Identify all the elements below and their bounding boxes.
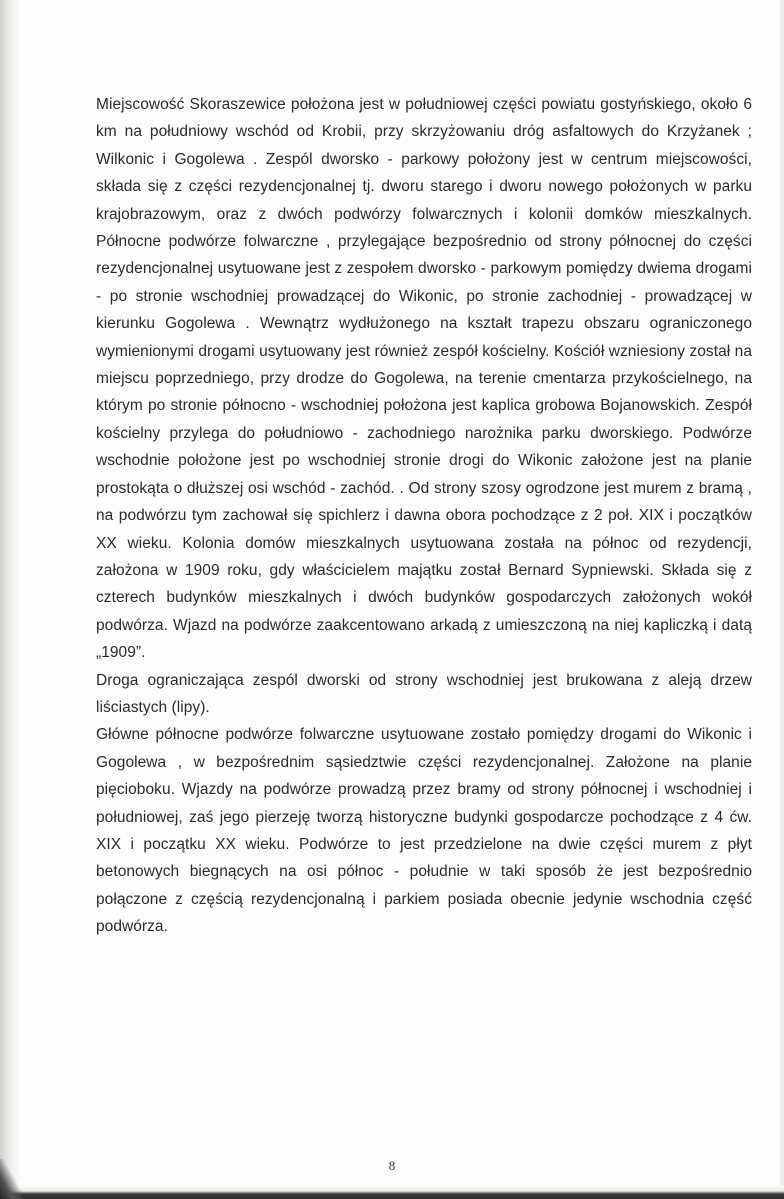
paragraph-3: Główne północne podwórze folwarczne usytuowane zostało pomiędzy drogami do Wikonic i Gogolewa , w bezpośrednim sąsiedztwie części rezydencjonalnej. Założone na planie pięcioboku. Wjazdy na podwórze prowadzą przez bramy od strony północnej i wschodniej i południowej, zaś jego pierzeję tworzą historyczne budynki gospodarcze pochodzące z 4 ćw. XIX i początku XX wieku. Podwórze to jest przedzielone na dwie części murem z płyt betonowych biegnących na osi północ - południe w taki sposób że jest bezpośrednio połączone z częścią rezydencjonalną i parkiem posiada obecnie jedynie wschodnia część podwórza.: [96, 726, 752, 936]
page-corner-shadow: [0, 1159, 22, 1199]
body-text: [96, 91, 752, 941]
page-right-edge: [780, 0, 784, 1199]
page-number: 8: [388, 1158, 396, 1173]
page-binding-shadow: [0, 0, 20, 1199]
paragraph-1: Miejscowość Skoraszewice położona jest w południowej części powiatu gostyńskiego, około 6 km na południowy wschód od Krobii, przy skrzyżowaniu dróg asfaltowych do Krzyżanek ; Wilkonic i Gogolewa . Zespól dworsko - parkowy położony jest w centrum miejscowości, składa się z części rezydencjonalnej tj. dworu starego i dworu nowego położonych w parku krajobrazowym, oraz z dwóch podwórzy folwarcznych i kolonii domków mieszkalnych. Północne podwórze folwarczne , przylegające bezpośrednio od strony północnej do części rezydencjonalnej usytuowane jest z zespołem dworsko - parkowym pomiędzy dwiema drogami - po stronie wschodniej prowadzącej do Wikonic, po stronie zachodniej - prowadzącej w kierunku Gogolewa . Wewnątrz wydłużonego na kształt trapezu obszaru ograniczonego wymienionymi drogami usytuowany jest również zespół kościelny. Kościół wzniesiony został na miejscu poprzedniego, przy drodze do Gogolewa, na terenie cmentarza przykościelnego, na którym po stronie północno - wschodniej położona jest kaplica grobowa Bojanowskich. Zespół kościelny przylega do południowo - zachodniego narożnika parku dworskiego. Podwórze wschodnie położone jest po wschodniej stronie drogi do Wikonic założone jest na planie prostokąta o dłuższej osi wschód - zachód. . Od strony szosy ogrodzone jest murem z bramą , na podwórzu tym zachował się spichlerz i dawna obora pochodzące z 2 poł. XIX i początków XX wieku. Kolonia domów mieszkalnych usytuowana została na północ od rezydencji, założona w 1909 roku, gdy właścicielem majątku został Bernard Sypniewski. Składa się z czterech budynków mieszkalnych i dwóch budynków gospodarczych założonych wokół podwórza. Wjazd na podwórze zaakcentowano arkadą z umieszczoną na niej kapliczką i datą „1909”.: [96, 96, 752, 662]
page-bottom-edge: [0, 1185, 784, 1199]
paragraph-2: Droga ograniczająca zespól dworski od strony wschodniej jest brukowana z aleją drzew liściastych (lipy).: [96, 671, 752, 716]
